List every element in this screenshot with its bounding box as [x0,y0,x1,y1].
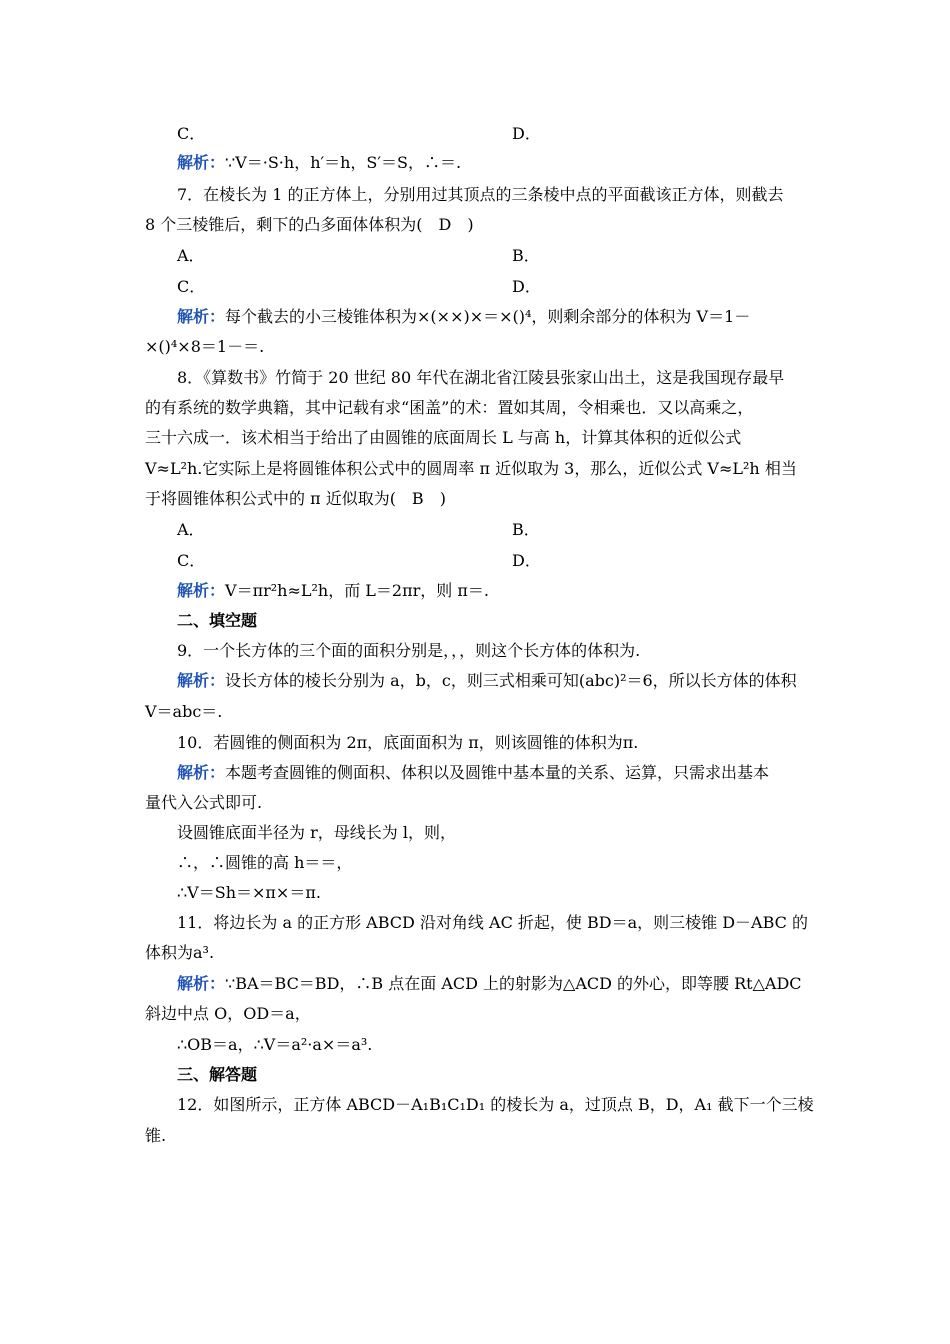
solution-label: 解析： [177,581,226,600]
q10-solution-line4: ∴，∴圆锥的高 h＝＝， [177,853,353,872]
q6-solution-text: ∵V＝·S·h，h′＝h，S′＝S，∴＝. [225,153,462,172]
q7-stem-line1: 7．在棱长为 1 的正方体上，分别用过其顶点的三条棱中点的平面截该正方体，则截去 [177,185,784,204]
section-heading-answer: 三、解答题 [177,1065,258,1084]
q11-solution-line1 [177,973,810,995]
q8-stem-line1: 8．《算数书》竹简于 20 世纪 80 年代在湖北省江陵县张家山出土，这是我国现存最早 [177,368,785,387]
q8-option-c: C． [177,551,206,570]
q7-solution-line1 [177,306,810,328]
solution-label: 解析： [177,671,226,690]
q10-solution-text1: 本题考查圆锥的侧面积、体积以及圆锥中基本量的关系、运算，只需求出基本 [225,763,770,782]
solution-label: 解析： [177,763,226,782]
q7-solution-text1: 每个截去的小三棱锥体积为×(××)×＝×()⁴，则剩余部分的体积为 V＝1－ [225,307,751,326]
q6-solution [177,152,810,174]
solution-label: 解析： [177,307,226,326]
q8-solution-text: V＝πr²h≈L²h，而 L＝2πr，则 π＝. [225,581,489,600]
q7-solution-line2: ×()⁴×8＝1－＝. [145,337,265,356]
section-heading-fill-in: 二、填空题 [177,611,258,630]
q6-option-c: C． [177,124,206,143]
q10-solution-line1 [177,762,810,784]
q11-solution-line2: 斜边中点 O，OD＝a， [145,1004,311,1023]
q9-solution-text1: 设长方体的棱长分别为 a，b，c，则三式相乘可知(abc)²＝6，所以长方体的体积 [225,671,797,690]
q7-option-a: A． [177,246,205,265]
q11-stem-line1: 11．将边长为 a 的正方形 ABCD 沿对角线 AC 折起，使 BD＝a，则三棱锥 D－ABC 的 [177,913,808,932]
q7-option-d: D． [512,277,541,296]
q8-option-d: D． [512,551,541,570]
q7-option-c: C． [177,277,206,296]
q8-solution [177,580,810,602]
q7-option-b: B． [512,246,540,265]
q10-solution-line3: 设圆锥底面半径为 r，母线长为 l，则， [177,823,456,842]
q9-stem: 9．一个长方体的三个面的面积分别是，，，则这个长方体的体积为. [177,641,641,660]
q9-solution-line2: V＝abc＝. [145,702,223,721]
q8-option-a: A． [177,520,205,539]
q10-solution-line2: 量代入公式即可. [145,793,263,812]
solution-label: 解析： [177,153,226,172]
q8-stem-line3: 三十六成一．该术相当于给出了由圆锥的底面周长 L 与高 h，计算其体积的近似公式 [145,428,742,447]
q7-stem-line2: 8 个三棱锥后，剩下的凸多面体体积为( D ) [145,215,474,234]
q9-solution-line1 [177,670,810,692]
q8-stem-line4: V≈L²h.它实际上是将圆锥体积公式中的圆周率 π 近似取为 3，那么，近似公式 V≈L²h 相当 [145,459,797,478]
q10-solution-line5: ∴V＝Sh＝×π×＝π. [177,883,321,902]
q11-stem-line2: 体积为a³. [145,943,215,962]
q8-option-b: B． [512,520,540,539]
q6-option-d: D． [512,124,541,143]
q8-stem-line5: 于将圆锥体积公式中的 π 近似取为( B ) [145,489,446,508]
solution-label: 解析： [177,974,226,993]
q12-stem-line1: 12．如图所示，正方体 ABCD－A₁B₁C₁D₁ 的棱长为 a，过顶点 B，D，A₁ 截下一个三棱 [177,1095,814,1114]
q11-solution-text1: ∵BA＝BC＝BD，∴B 点在面 ACD 上的射影为△ACD 的外心，即等腰 Rt△ADC [225,974,802,993]
q12-stem-line2: 锥. [145,1126,167,1145]
q10-stem: 10．若圆锥的侧面积为 2π，底面面积为 π，则该圆锥的体积为π. [177,733,639,752]
q8-stem-line2: 的有系统的数学典籍，其中记载有求“囷盖”的术：置如其周，令相乘也．又以高乘之， [145,398,754,417]
q11-solution-line3: ∴OB＝a，∴V＝a²·a×＝a³. [177,1035,373,1054]
